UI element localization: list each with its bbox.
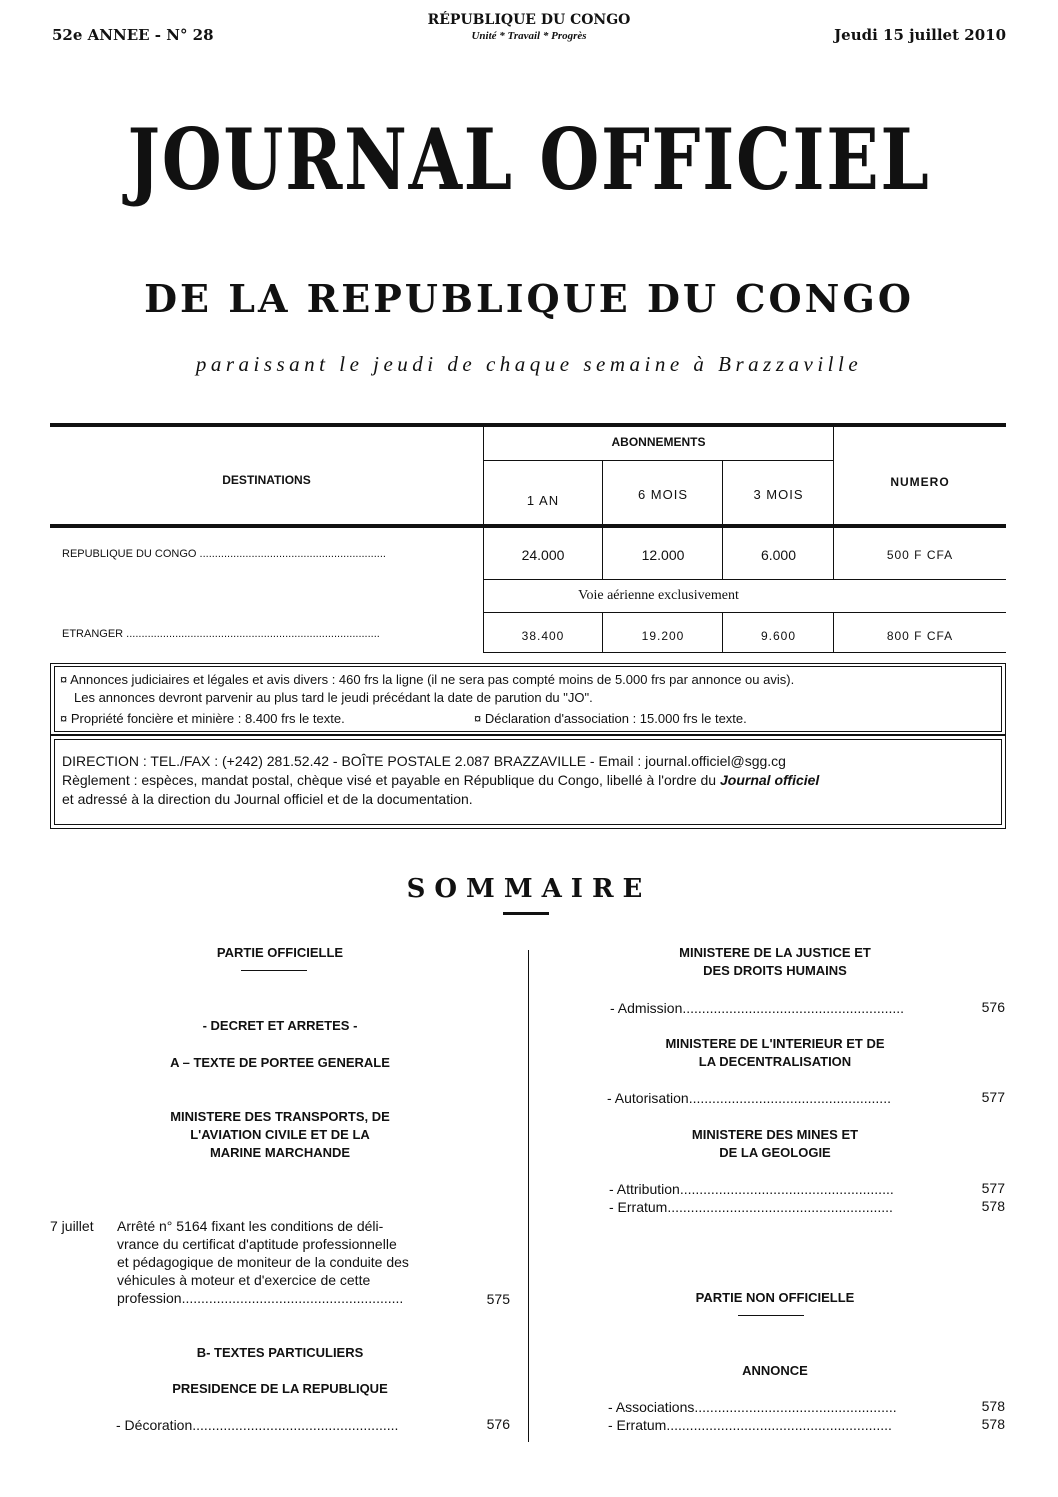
etranger-numero: 800 F CFA — [886, 629, 954, 643]
journal-subtitle: DE LA REPUBLIQUE DU CONGO — [144, 276, 914, 321]
heading-line: MARINE MARCHANDE — [209, 1145, 351, 1160]
journal-title: JOURNAL OFFICIEL — [127, 110, 931, 209]
country-name: RÉPUBLIQUE DU CONGO — [427, 12, 631, 28]
partie-non-officielle: PARTIE NON OFFICIELLE — [695, 1290, 855, 1305]
ministere-interieur — [600, 1035, 950, 1071]
page-578: 578 — [981, 1198, 1005, 1214]
notice-line-3a: ¤ Propriété foncière et minière : 8.400 frs le texte. — [60, 711, 345, 726]
numero-header: NUMERO — [890, 475, 950, 489]
direction-line-2-text: Règlement : espèces, mandat postal, chèque visé et payable en République du Congo, libellé à l'ordre du — [62, 772, 717, 788]
arrete-5164-entry[interactable] — [117, 1217, 460, 1307]
page-575: 575 — [486, 1291, 510, 1307]
heading-line: MINISTERE DES TRANSPORTS, DE — [170, 1109, 390, 1124]
texte-a-heading: A – TEXTE DE PORTEE GENERALE — [170, 1055, 390, 1070]
erratum-entry[interactable]: - Erratum.......................................................... — [609, 1199, 893, 1215]
partie-officielle: PARTIE OFFICIELLE — [216, 945, 344, 960]
section-rule — [738, 1315, 804, 1316]
period-3mois: 3 MOIS — [753, 487, 804, 502]
heading-line: MINISTERE DES MINES ET — [691, 1127, 859, 1142]
ministere-mines — [600, 1126, 950, 1162]
notice-line-2: Les annonces devront parvenir au plus tard le jeudi précédant la date de parution du "JO". — [74, 690, 593, 705]
table-divider — [483, 612, 1006, 613]
decret-heading: - DECRET ET ARRETES - — [202, 1018, 358, 1033]
etranger-label: ETRANGER ................................................................................... — [62, 628, 380, 640]
decoration-entry[interactable]: - Décoration..................................................... — [116, 1417, 399, 1433]
congo-6mois: 12.000 — [641, 547, 685, 563]
page-577-b: 577 — [981, 1180, 1005, 1196]
sommaire-title: SOMMAIRE — [406, 874, 652, 904]
table-divider — [483, 652, 1006, 653]
entry-line: véhicules à moteur et d'exercice de cette — [117, 1272, 371, 1288]
page-578-b: 578 — [981, 1398, 1005, 1414]
entry-line: vrance du certificat d'aptitude professionnelle — [117, 1236, 397, 1252]
entry-date: 7 juillet — [50, 1218, 94, 1234]
page-578-c: 578 — [981, 1416, 1005, 1432]
issue-number: 52e ANNEE - N° 28 — [52, 26, 214, 44]
page-576: 576 — [486, 1416, 510, 1432]
air-note: Voie aérienne exclusivement — [578, 588, 739, 603]
direction-line-2-em: Journal officiel — [720, 772, 820, 788]
etranger-3mois: 9.600 — [760, 629, 797, 643]
etranger-1an: 38.400 — [521, 629, 565, 643]
heading-line: LA DECENTRALISATION — [698, 1054, 852, 1069]
direction-line-2 — [62, 771, 992, 789]
texte-b-heading: B- TEXTES PARTICULIERS — [196, 1345, 364, 1360]
associations-entry[interactable]: - Associations.................................................... — [608, 1399, 897, 1415]
congo-numero: 500 F CFA — [886, 548, 954, 562]
heading-line: MINISTERE DE L'INTERIEUR ET DE — [665, 1036, 885, 1051]
presidence-heading: PRESIDENCE DE LA REPUBLIQUE — [172, 1381, 388, 1396]
congo-1an: 24.000 — [521, 547, 565, 563]
etranger-6mois: 19.200 — [641, 629, 685, 643]
autorisation-entry[interactable]: - Autorisation.................................................... — [607, 1090, 891, 1106]
heading-line: L'AVIATION CIVILE ET DE LA — [190, 1127, 370, 1142]
period-6mois: 6 MOIS — [637, 487, 689, 502]
erratum-annonce-entry[interactable]: - Erratum.......................................................... — [608, 1417, 892, 1433]
notice-line-3b: ¤ Déclaration d'association : 15.000 frs le texte. — [474, 711, 747, 726]
ministere-justice — [600, 944, 950, 980]
congo-label: REPUBLIQUE DU CONGO ............................................................. — [62, 548, 386, 560]
destinations-header: DESTINATIONS — [222, 473, 311, 487]
table-mid-rule — [50, 524, 1006, 528]
abonnements-header: ABONNEMENTS — [611, 435, 706, 449]
annonce-heading: ANNONCE — [742, 1363, 808, 1378]
page-576-right: 576 — [981, 999, 1005, 1015]
congo-3mois: 6.000 — [760, 547, 797, 563]
motto: Unité * Travail * Progrès — [471, 30, 587, 42]
table-top-rule — [50, 423, 1006, 427]
notice-line-1: ¤ Annonces judiciaires et légales et avis divers : 460 frs la ligne (il ne sera pas compté moins de 5.000 frs par annonce ou avis). — [60, 672, 795, 687]
column-divider — [528, 950, 529, 1442]
page-577: 577 — [981, 1089, 1005, 1105]
direction-line-3: et adressé à la direction du Journal officiel et de la documentation. — [62, 791, 473, 807]
sommaire-rule — [503, 912, 549, 915]
entry-line: Arrêté n° 5164 fixant les conditions de déli- — [117, 1218, 384, 1234]
heading-line: MINISTERE DE LA JUSTICE ET — [679, 945, 871, 960]
table-divider — [483, 460, 834, 461]
heading-line: DES DROITS HUMAINS — [703, 963, 847, 978]
issue-date: Jeudi 15 juillet 2010 — [834, 26, 1006, 44]
admission-entry[interactable]: - Admission......................................................... — [610, 1000, 905, 1016]
entry-line: et pédagogique de moniteur de la conduite des — [117, 1254, 409, 1270]
period-1an: 1 AN — [526, 493, 560, 508]
journal-tagline: paraissant le jeudi de chaque semaine à Brazzaville — [195, 352, 863, 376]
ministere-transports — [100, 1108, 460, 1162]
section-rule — [241, 970, 307, 971]
direction-line-1: DIRECTION : TEL./FAX : (+242) 281.52.42 - BOÎTE POSTALE 2.087 BRAZZAVILLE - Email : journal.officiel@sgg.cg — [62, 753, 786, 769]
heading-line: DE LA GEOLOGIE — [719, 1145, 831, 1160]
attribution-entry[interactable]: - Attribution....................................................... — [609, 1181, 894, 1197]
entry-line: profession......................................................... — [117, 1290, 404, 1306]
